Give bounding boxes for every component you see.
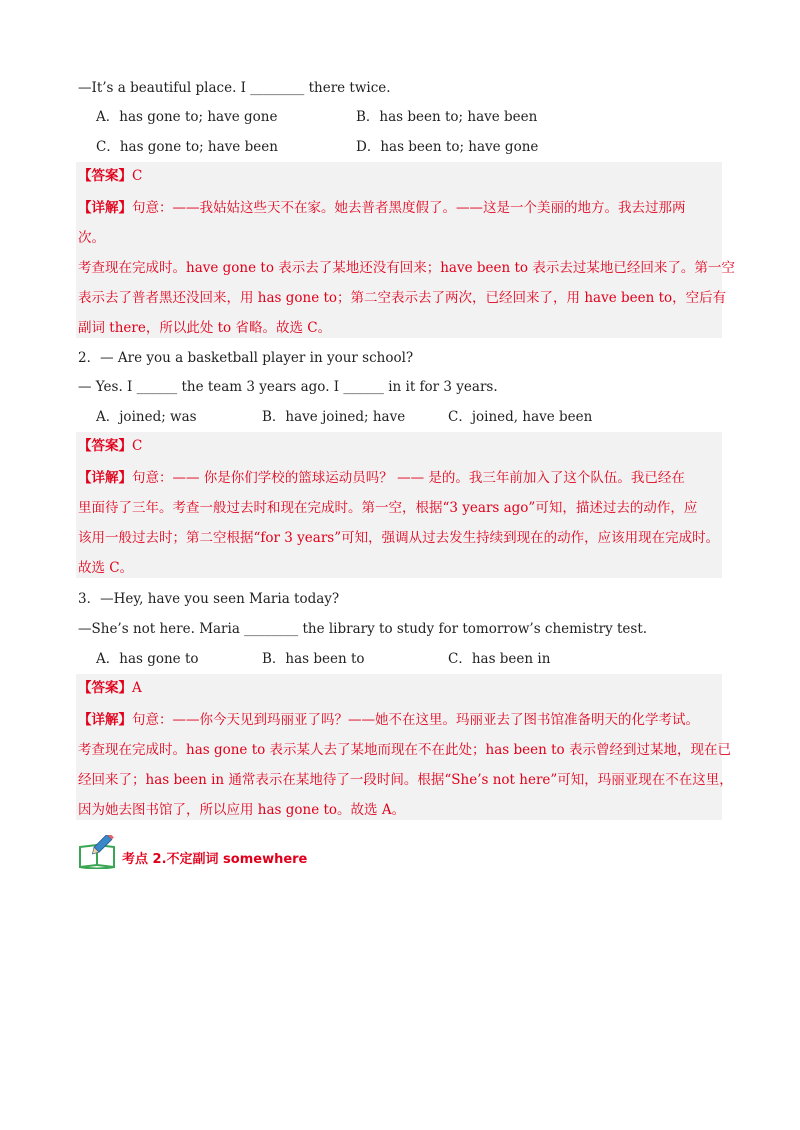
q2-answer: C — [132, 438, 143, 454]
q3-answer-box — [76, 674, 733, 820]
q2-option-b: B．have joined; have — [262, 409, 406, 425]
q3-detail-text: 句意：——你今天见到玛丽亚了吗？——她不在这里。玛丽亚去了图书馆准备明天的化学考试。 — [132, 712, 699, 728]
topic-title: 考点 2.不定副词 somewhere — [122, 851, 308, 867]
q1-option-d: D．has been to; have gone — [356, 139, 539, 155]
q1-stem: —It’s a beautiful place. I ________ there twice. — [78, 80, 391, 96]
answer-label: 【答案】 — [78, 680, 132, 696]
q3-option-a: A．has gone to — [96, 651, 199, 667]
q3-option-b: B．has been to — [262, 651, 365, 667]
q3-stem-1: 3．—Hey, have you seen Maria today? — [78, 591, 340, 607]
q1-detail-line: 次。 — [78, 230, 105, 246]
q1-option-c: C．has gone to; have been — [96, 139, 278, 155]
q1-detail-line: 副词 there，所以此处 to 省略。故选 C。 — [78, 320, 332, 336]
q2-detail-line: 该用一般过去时；第二空根据“for 3 years”可知，强调从过去发生持续到现在的动作，应该用现在完成时。 — [78, 530, 720, 546]
q1-detail-line: 考查现在完成时。have gone to 表示去了某地还没有回来；have been to 表示去过某地已经回来了。第一空 — [78, 260, 735, 276]
q3-answer-line — [78, 678, 142, 698]
q2-option-a: A．joined; was — [96, 409, 197, 425]
q3-answer: A — [132, 680, 142, 696]
q1-detail-text: 句意：——我姑姑这些天不在家。她去普者黑度假了。——这是一个美丽的地方。我去过那两 — [132, 200, 686, 216]
q1-detail-line: 表示去了普者黑还没回来，用 has gone to；第二空表示去了两次，已经回来了，用 have been to，空后有 — [78, 290, 727, 306]
book-pencil-icon — [78, 835, 118, 869]
q1-answer-line — [78, 166, 142, 186]
q3-detail-line: 因为她去图书馆了，所以应用 has gone to。故选 A。 — [78, 802, 406, 818]
q3-stem-2: —She’s not here. Maria ________ the library to study for tomorrow’s chemistry test. — [78, 621, 648, 637]
q2-stem-1: 2．— Are you a basketball player in your school? — [78, 350, 414, 366]
q1-answer-box — [76, 162, 735, 338]
detail-label: 【详解】 — [78, 712, 132, 728]
answer-label: 【答案】 — [78, 168, 132, 184]
answer-label: 【答案】 — [78, 438, 132, 454]
q2-detail-text: 句意：—— 你是你们学校的篮球运动员吗？ —— 是的。我三年前加入了这个队伍。我已经在 — [132, 470, 685, 486]
q1-answer: C — [132, 168, 143, 184]
q1-detail-line — [78, 198, 686, 218]
q2-stem-2: — Yes. I ______ the team 3 years ago. I ______ in it for 3 years. — [78, 379, 498, 395]
q3-option-c: C．has been in — [448, 651, 551, 667]
q2-detail-line: 故选 C。 — [78, 560, 134, 576]
q2-detail-line — [78, 468, 685, 488]
detail-label: 【详解】 — [78, 200, 132, 216]
q3-detail-line — [78, 710, 699, 730]
q2-answer-box — [76, 432, 722, 578]
q2-option-c: C．joined, have been — [448, 409, 593, 425]
q3-detail-line: 经回来了；has been in 通常表示在某地待了一段时间。根据“She’s not here”可知，玛丽亚现在不在这里， — [78, 772, 733, 788]
q2-answer-line — [78, 436, 142, 456]
q1-option-b: B．has been to; have been — [356, 109, 538, 125]
topic-heading — [78, 834, 307, 870]
q1-option-a: A．has gone to; have gone — [96, 109, 278, 125]
q3-detail-line: 考查现在完成时。has gone to 表示某人去了某地而现在不在此处；has been to 表示曾经到过某地，现在已 — [78, 742, 731, 758]
detail-label: 【详解】 — [78, 470, 132, 486]
q2-detail-line: 里面待了三年。考查一般过去时和现在完成时。第一空，根据“3 years ago”可知，描述过去的动作，应 — [78, 500, 698, 516]
